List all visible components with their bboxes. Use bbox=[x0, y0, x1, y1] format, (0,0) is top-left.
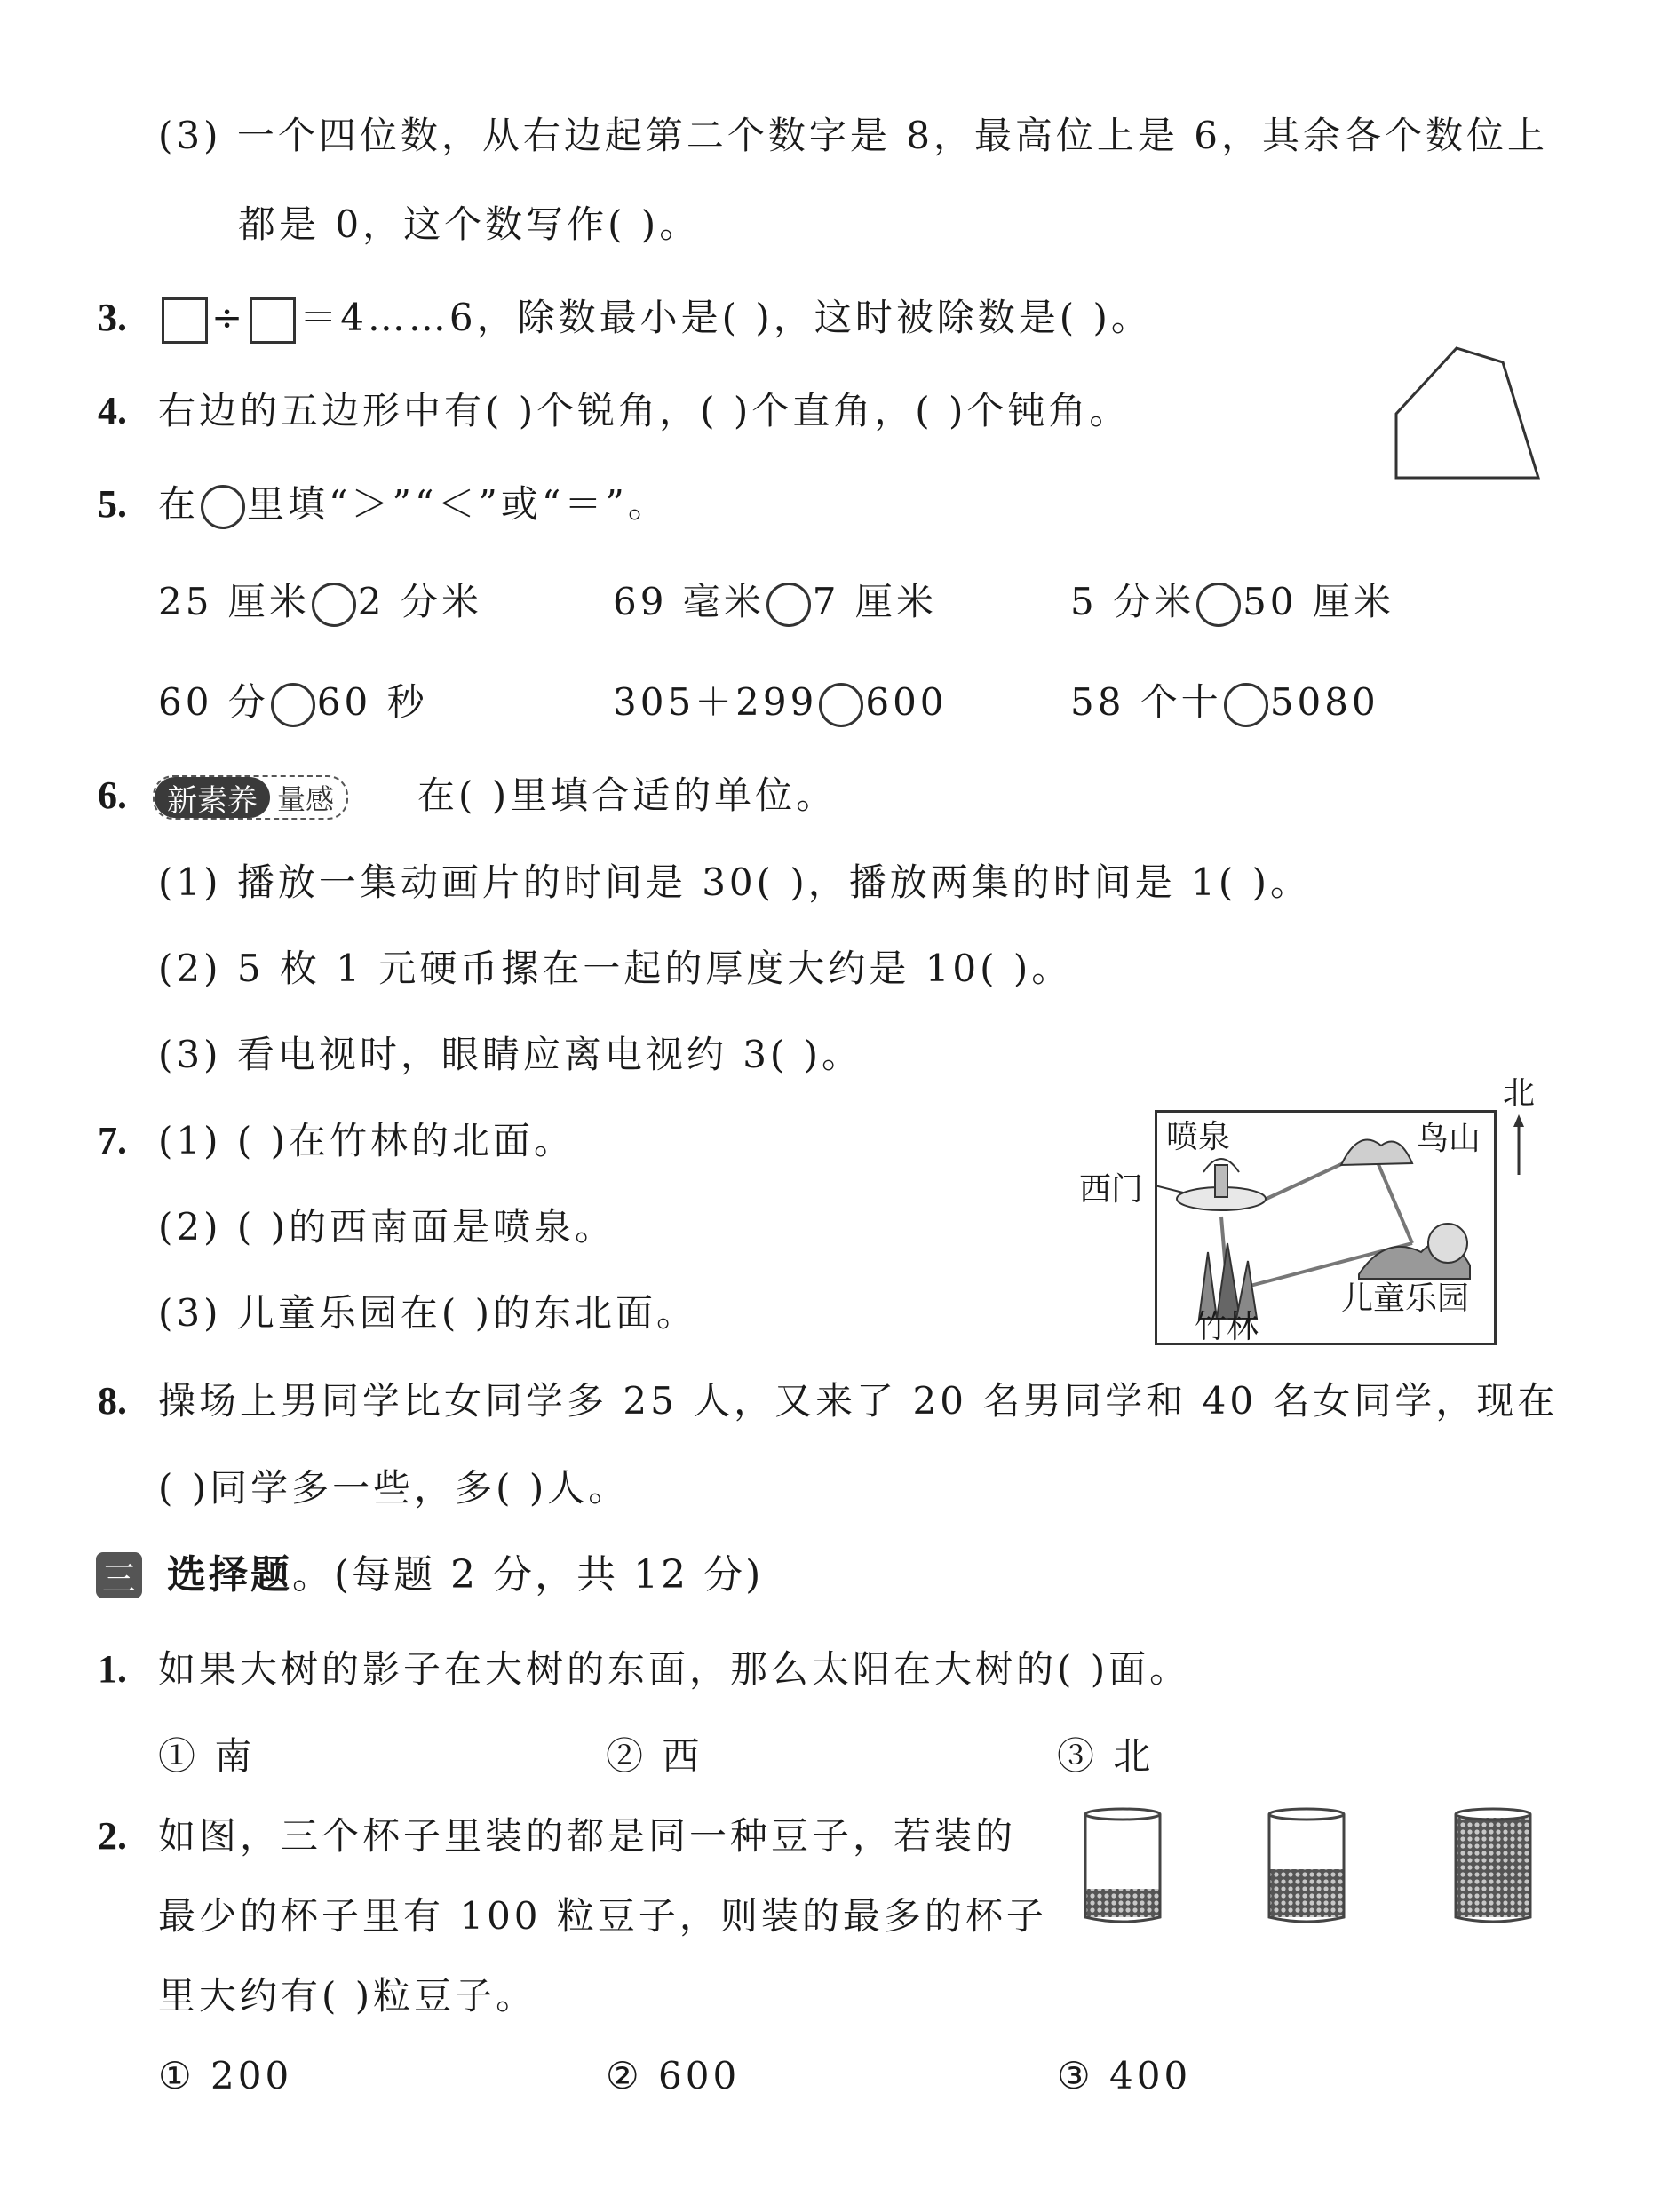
compare-left: 5 分米 bbox=[1070, 580, 1195, 623]
answer-circle[interactable] bbox=[271, 683, 315, 727]
map-label-west-gate: 西门 bbox=[1079, 1171, 1144, 1208]
map-label-fountain: 喷泉 bbox=[1166, 1119, 1231, 1155]
q5-prefix: 在 bbox=[158, 482, 200, 526]
q6-number: 6. bbox=[98, 773, 127, 817]
cup-low-icon bbox=[1082, 1807, 1167, 1927]
q8-line2: ( )同学多一些，多( )人。 bbox=[158, 1466, 630, 1510]
q8-line1: 操场上男同学比女同学多 25 人，又来了 20 名男同学和 40 名女同学，现在 bbox=[158, 1379, 1559, 1423]
north-arrow-icon bbox=[1510, 1114, 1528, 1177]
compare-right: 5080 bbox=[1269, 680, 1379, 724]
s3q1-text: 如果大树的影子在大树的东面，那么太阳在大树的( )面。 bbox=[158, 1647, 1191, 1691]
s3q2-number: 2. bbox=[98, 1814, 127, 1858]
q2-sub3-line1: (3) 一个四位数，从右边起第二个数字是 8，最高位上是 6，其余各个数位上 bbox=[158, 114, 1548, 157]
dividend-box[interactable] bbox=[162, 297, 208, 344]
compare-left: 305＋299 bbox=[613, 680, 818, 724]
section-title bbox=[167, 1550, 763, 1600]
answer-circle[interactable] bbox=[1196, 583, 1241, 627]
q2-sub3-line2: 都是 0，这个数写作( )。 bbox=[238, 202, 701, 246]
divide-sign: ÷ bbox=[211, 296, 247, 339]
cup-full-icon bbox=[1452, 1807, 1537, 1927]
q6-text: 在( )里填合适的单位。 bbox=[417, 773, 838, 817]
q4-number: 4. bbox=[98, 389, 127, 432]
q6-sub2: (2) 5 枚 1 元硬币摞在一起的厚度大约是 10( )。 bbox=[158, 947, 1073, 990]
s3q1-option-3[interactable]: ③ 北 bbox=[1057, 1734, 1155, 1778]
map-label-playground: 儿童乐园 bbox=[1341, 1280, 1470, 1317]
map-label-bird-hill: 鸟山 bbox=[1417, 1121, 1481, 1157]
q3-text bbox=[158, 293, 1152, 344]
compare-left: 69 毫米 bbox=[613, 580, 765, 623]
s3q2-line1: 如图，三个杯子里装的都是同一种豆子，若装的 bbox=[158, 1814, 1017, 1858]
compare-item-2 bbox=[613, 577, 937, 627]
compare-right: 600 bbox=[865, 680, 948, 724]
q3-number: 3. bbox=[98, 296, 127, 339]
q7-number: 7. bbox=[98, 1119, 127, 1162]
park-map bbox=[1155, 1110, 1497, 1345]
section-title-note: 。(每题 2 分，共 12 分) bbox=[292, 1552, 764, 1598]
compare-item-4 bbox=[158, 678, 428, 727]
s3q2-option-2[interactable]: ② 600 bbox=[606, 2054, 741, 2097]
s3q1-option-1[interactable]: ① 南 bbox=[158, 1734, 256, 1778]
compare-left: 25 厘米 bbox=[158, 580, 310, 623]
compare-right: 2 分米 bbox=[357, 580, 482, 623]
q5-suffix: 里填“＞”“＜”或“＝”。 bbox=[247, 482, 669, 526]
q7-sub1: (1) ( )在竹林的北面。 bbox=[158, 1119, 575, 1162]
q7-sub2: (2) ( )的西南面是喷泉。 bbox=[158, 1205, 616, 1249]
q5-number: 5. bbox=[98, 482, 127, 526]
badge-sub: 量感 bbox=[277, 782, 335, 816]
compare-left: 58 个十 bbox=[1070, 680, 1222, 724]
north-label: 北 bbox=[1503, 1075, 1536, 1112]
answer-circle[interactable] bbox=[819, 683, 863, 727]
compare-item-3 bbox=[1070, 577, 1394, 627]
pentagon-figure bbox=[1386, 337, 1554, 488]
cup-mid-icon bbox=[1266, 1807, 1351, 1927]
q3-rest: ＝4……6，除数最小是( )，这时被除数是( )。 bbox=[299, 296, 1152, 339]
compare-item-1 bbox=[158, 577, 482, 627]
q4-text: 右边的五边形中有( )个锐角，( )个直角，( )个钝角。 bbox=[158, 389, 1131, 432]
map-label-bamboo: 竹林 bbox=[1195, 1309, 1259, 1345]
section-marker: 三 bbox=[96, 1552, 142, 1598]
q8-number: 8. bbox=[98, 1379, 127, 1423]
answer-circle[interactable] bbox=[1224, 683, 1268, 727]
s3q2-line2: 最少的杯子里有 100 粒豆子，则装的最多的杯子 bbox=[158, 1894, 1047, 1938]
s3q2-option-1[interactable]: ① 200 bbox=[158, 2054, 293, 2097]
s3q1-option-2[interactable]: ② 西 bbox=[606, 1734, 703, 1778]
answer-circle[interactable] bbox=[766, 583, 811, 627]
divisor-box[interactable] bbox=[250, 297, 296, 344]
s3q1-number: 1. bbox=[98, 1647, 127, 1691]
compare-item-5 bbox=[613, 678, 948, 727]
s3q2-option-3[interactable]: ③ 400 bbox=[1057, 2054, 1192, 2097]
answer-circle[interactable] bbox=[312, 583, 356, 627]
compare-right: 60 秒 bbox=[316, 680, 428, 724]
new-literacy-badge bbox=[153, 775, 348, 820]
q6-sub1: (1) 播放一集动画片的时间是 30( )，播放两集的时间是 1( )。 bbox=[158, 860, 1311, 904]
q5-instruction bbox=[158, 480, 669, 529]
compare-right: 50 厘米 bbox=[1243, 580, 1394, 623]
compare-right: 7 厘米 bbox=[812, 580, 937, 623]
section-title-main: 选择题 bbox=[167, 1552, 292, 1598]
compare-left: 60 分 bbox=[158, 680, 269, 724]
badge-main: 新素养 bbox=[155, 777, 270, 818]
q7-sub3: (3) 儿童乐园在( )的东北面。 bbox=[158, 1291, 697, 1335]
compare-circle-icon bbox=[201, 485, 245, 529]
compare-item-6 bbox=[1070, 678, 1379, 727]
s3q2-line3: 里大约有( )粒豆子。 bbox=[158, 1974, 537, 2018]
q6-sub3: (3) 看电视时，眼睛应离电视约 3( )。 bbox=[158, 1033, 863, 1076]
